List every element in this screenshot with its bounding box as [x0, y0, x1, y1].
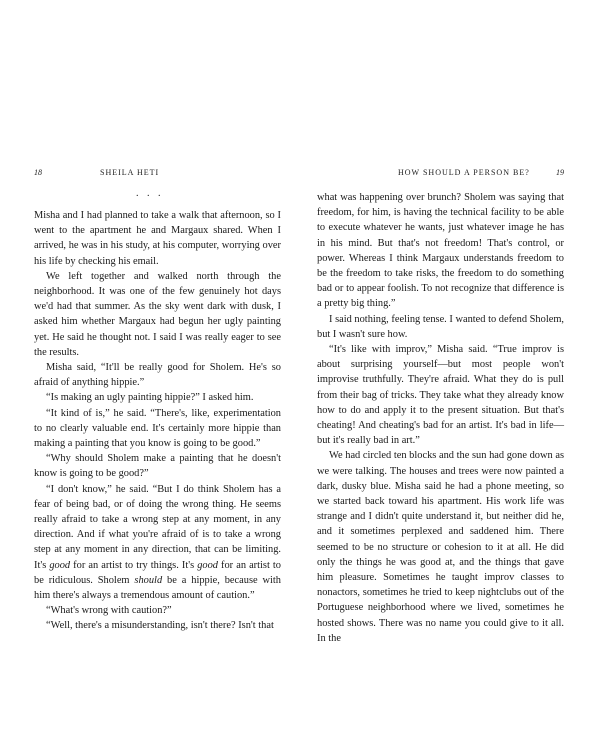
- paragraph: [34, 208, 281, 269]
- paragraph: [317, 190, 564, 312]
- paragraph: [317, 342, 564, 448]
- right-body-text: [317, 190, 564, 646]
- text-run: for an artist to try things. It's: [70, 559, 198, 571]
- running-head-author: SHEILA HETI: [100, 168, 160, 177]
- text-run: be a hippie, because with him there's always a tremendous amount of caution.”: [34, 574, 281, 602]
- paragraph: [34, 482, 281, 604]
- paragraph: [34, 269, 281, 360]
- italic-text: should: [134, 574, 163, 586]
- text-run: “I don't know,” he said. “But I do think Sholem has a fear of being bad, or of doing the wrong thing. He seems really afraid to take a wrong step at any moment, in any direction. And if what you're afraid of is to take a wrong step at any moment in any direction, that can be limiting. It's: [34, 483, 281, 571]
- text-run: Misha and I had planned to take a walk that afternoon, so I went to the apartment he and Margaux shared. When I arrived, he was in his study, at his computer, worrying over his life by checking his email.: [34, 210, 281, 267]
- text-run: I said nothing, feeling tense. I wanted to defend Sholem, but I wasn't sure how.: [317, 313, 564, 340]
- text-run: “Why should Sholem make a painting that he doesn't know is going to be good?”: [34, 453, 281, 480]
- section-break: . . .: [136, 188, 164, 199]
- running-head-title: HOW SHOULD A PERSON BE?: [398, 168, 530, 177]
- italic-text: good: [197, 559, 218, 571]
- text-run: for an artist to be ridiculous. Sholem: [34, 559, 281, 586]
- text-run: “Well, there's a misunderstanding, isn't there? Isn't that: [46, 620, 274, 632]
- paragraph: [317, 312, 564, 342]
- text-run: We had circled ten blocks and the sun had gone down as we were talking. The houses and trees were now painted a dark, dusky blue. Misha said he had a phone meeting, so we started back toward his apartment. His work life was strange and I didn't quite understand it, but neither did he, and it sometimes perplexed and saddened him. There seemed to be no structure or cohesion to it at all. He did only the things he was good at, and the things that gave him pleasure. Sometimes he taught improv classes to nonactors, sometimes he tried to keep nightclubs out of the Portuguese neighborhood where we lived, sometimes he hosted shows. There was no name you could give to it all. In the: [317, 450, 564, 644]
- text-run: “It kind of is,” he said. “There's, like, experimentation to no clearly valuable end. It's certainly more hippie than making a painting that you know is going to be good.”: [34, 407, 281, 450]
- text-run: “What's wrong with caution?”: [46, 605, 172, 617]
- right-page: [300, 0, 600, 750]
- paragraph: [34, 390, 281, 405]
- paragraph: [34, 360, 281, 390]
- paragraph: [34, 618, 281, 633]
- page-number-right: 19: [556, 168, 564, 177]
- text-run: “Is making an ugly painting hippie?” I asked him.: [46, 392, 254, 404]
- text-run: Misha said, “It'll be really good for Sholem. He's so afraid of anything hippie.”: [34, 362, 281, 389]
- text-run: We left together and walked north through the neighborhood. It was one of the few genuinely hot days we'd had that summer. As the sky went dark with dusk, I asked him whether Margaux had begun her ugly painting yet. He said he thought not. I said I was really eager to see the results.: [34, 270, 281, 358]
- page-number-left: 18: [34, 168, 42, 177]
- left-body-text: [34, 208, 281, 634]
- paragraph: [317, 448, 564, 646]
- italic-text: good: [49, 559, 71, 571]
- paragraph: [34, 451, 281, 481]
- paragraph: [34, 603, 281, 618]
- paragraph: [34, 406, 281, 452]
- text-run: “It's like with improv,” Misha said. “True improv is about surprising yourself—but most people won't improvise truthfully. They're afraid. What they do is pull from their bag of tricks. They take what they already know how to do and apply it to the present situation. But that's cheating! And cheating's bad for an artist. It's bad in life—but it's really bad in art.”: [317, 344, 564, 447]
- text-run: what was happening over brunch? Sholem was saying that freedom, for him, is having the technical facility to be able to execute whatever he wants, just whatever image he has in his mind. But that's not freedom! That's control, or power. Whereas I think Margaux understands freedom to be the freedom to take risks, the freedom to do something bad or to appear foolish. To not recognize that difference is a pretty big thing.”: [317, 192, 564, 310]
